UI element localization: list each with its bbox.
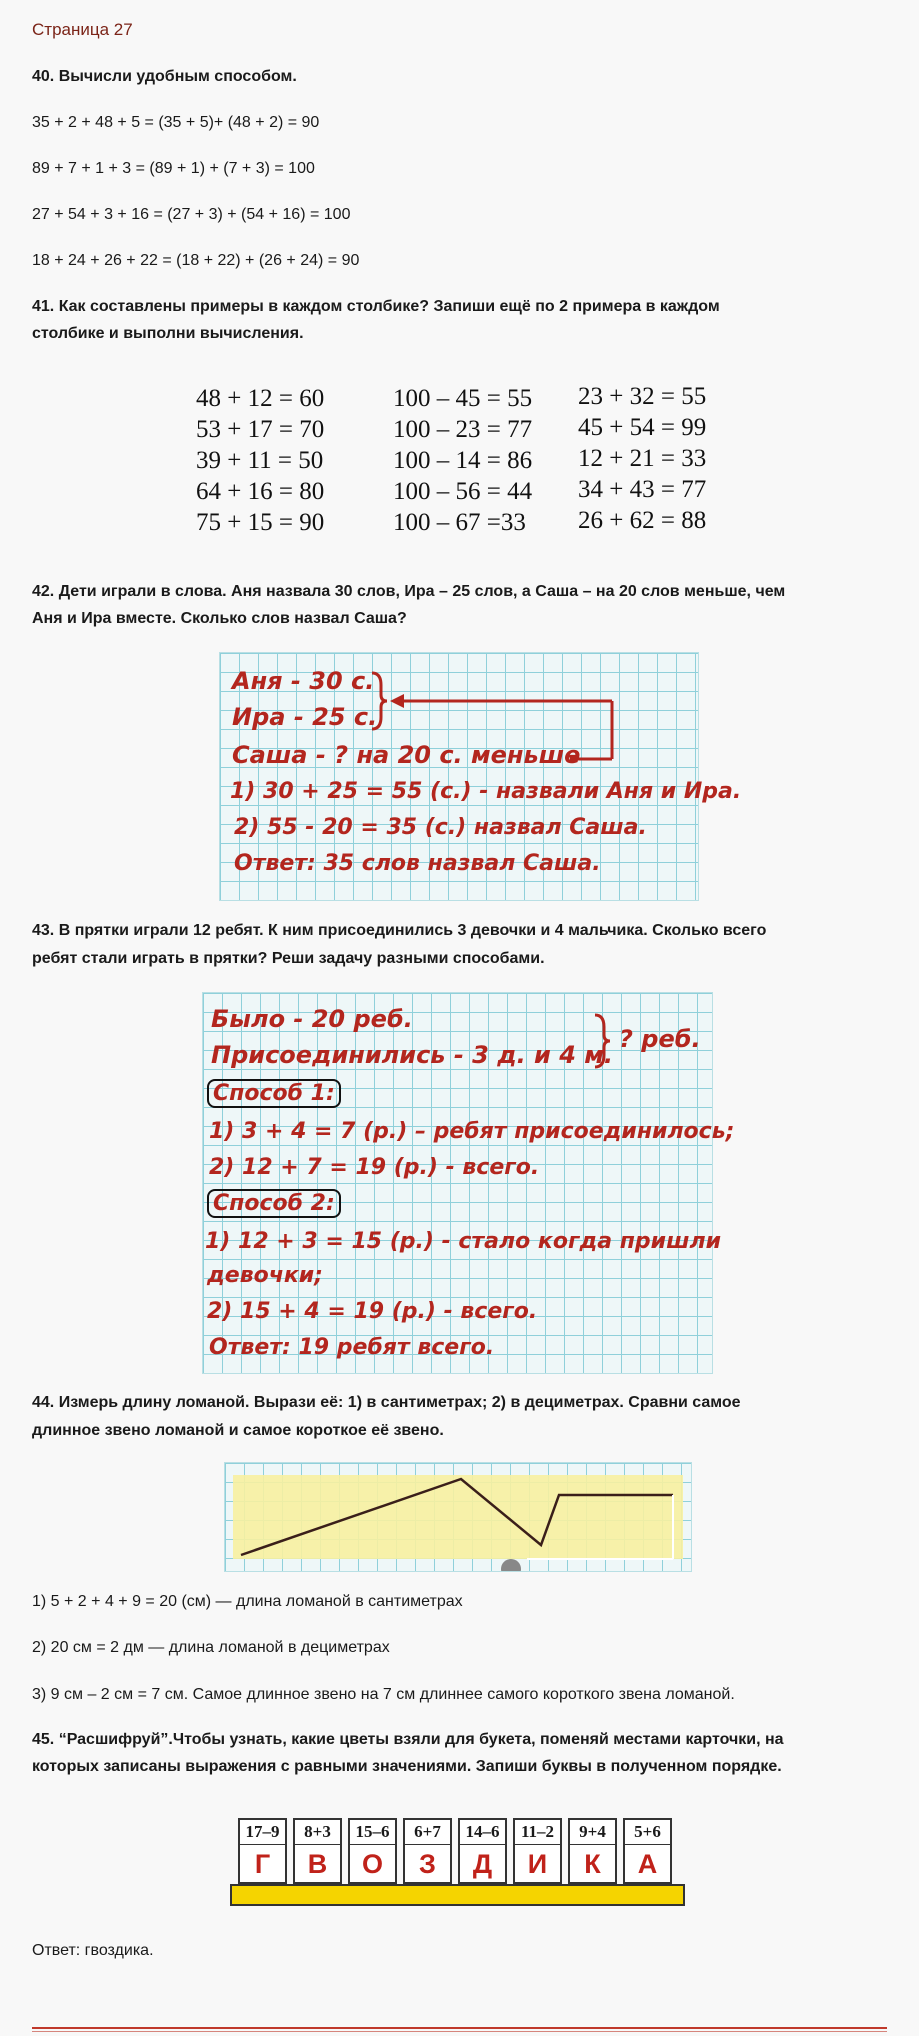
card-stand	[230, 1884, 685, 1906]
hw-answer: Ответ: 19 ребят всего.	[209, 1335, 495, 1360]
card-letter: Д	[472, 1849, 493, 1879]
equation: 75 + 15 = 90	[196, 509, 325, 536]
card-letter: К	[584, 1849, 601, 1879]
task-44-line-3: 3) 9 см – 2 см = 7 см. Самое длинное звено на 7 см длиннее самого короткого звена ломаной.	[32, 1686, 735, 1703]
equation: 39 + 11 = 50	[196, 447, 324, 474]
task-44-line-2: 2) 20 см = 2 дм — длина ломаной в дециметрах	[32, 1639, 390, 1656]
card-expression: 17–9	[240, 1820, 285, 1845]
hw-was: Было - 20 реб.	[211, 1005, 413, 1033]
card-expression: 5+6	[625, 1820, 670, 1845]
task-44-title-line-2: длинное звено ломаной и самое короткое её звено.	[32, 1422, 444, 1439]
hw-anya: Аня - 30 с.	[232, 667, 375, 695]
task-44-line-1: 1) 5 + 2 + 4 + 9 = 20 (см) — длина ломаной в сантиметрах	[32, 1593, 463, 1610]
card-letter: В	[307, 1849, 328, 1879]
hw-way-1-step-2: 2) 12 + 7 = 19 (р.) - всего.	[209, 1155, 540, 1180]
hw-joined: Присоединились - 3 д. и 4 м.	[211, 1041, 614, 1069]
hw-way-2-step-1: 1) 12 + 3 = 15 (р.) - стало когда пришли	[205, 1229, 721, 1254]
card-letter: А	[637, 1849, 658, 1879]
letter-card	[623, 1818, 672, 1884]
task-41-column-2	[393, 383, 532, 538]
letter-card	[568, 1818, 617, 1884]
equation: 23 + 32 = 55	[578, 383, 707, 410]
card-expression: 8+3	[295, 1820, 340, 1845]
hw-step-1: 1) 30 + 25 = 55 (с.) - назвали Аня и Ира.	[230, 779, 742, 804]
letter-card	[293, 1818, 342, 1884]
card-letter: О	[361, 1849, 383, 1879]
task-44-ruler-grid	[224, 1462, 692, 1572]
card-expression: 15–6	[350, 1820, 395, 1845]
hw-question: ? реб.	[619, 1025, 701, 1053]
task-41-column-1	[196, 383, 324, 538]
task-41-title-line-2: столбике и выполни вычисления.	[32, 325, 304, 342]
way-1-box: Способ 1:	[207, 1079, 341, 1108]
letter-card	[458, 1818, 507, 1884]
task-43-notebook-grid	[202, 992, 735, 1374]
letter-card	[348, 1818, 397, 1884]
equation: 34 + 43 = 77	[578, 476, 707, 503]
equation: 12 + 21 = 33	[578, 445, 707, 472]
hw-way-2	[207, 1191, 341, 1216]
hw-ira: Ира - 25 с.	[232, 703, 378, 731]
task-40-line-1: 35 + 2 + 48 + 5 = (35 + 5)+ (48 + 2) = 90	[32, 114, 320, 131]
equation: 26 + 62 = 88	[578, 507, 707, 534]
card-letter: И	[527, 1849, 548, 1879]
card-expression: 9+4	[570, 1820, 615, 1845]
task-40-line-4: 18 + 24 + 26 + 22 = (18 + 22) + (26 + 24) = 90	[32, 252, 360, 269]
task-41-column-3	[578, 381, 706, 536]
brace-icon	[591, 1013, 615, 1075]
task-45-answer: Ответ: гвоздика.	[32, 1942, 154, 1959]
hw-sasha: Саша - ? на 20 с. меньше	[232, 741, 581, 769]
footer-divider	[32, 2027, 887, 2029]
polyline-figure	[225, 1463, 691, 1571]
hw-way-2-step-2: 2) 15 + 4 = 19 (р.) - всего.	[207, 1299, 538, 1324]
hw-way-1	[207, 1081, 341, 1106]
task-45-title-line-2: которых записаны выражения с равными значениями. Запиши буквы в полученном порядке.	[32, 1758, 782, 1775]
equation: 48 + 12 = 60	[196, 385, 325, 412]
footer-divider-thin	[32, 2031, 887, 2032]
page-label: Страница 27	[32, 20, 133, 39]
task-44-title-line-1: 44. Измерь длину ломаной. Вырази её: 1) в сантиметрах; 2) в дециметрах. Сравни самое	[32, 1394, 741, 1411]
task-42-notebook-grid	[219, 652, 742, 901]
task-42-title-line-1: 42. Дети играли в слова. Аня назвала 30 слов, Ира – 25 слов, а Саша – на 20 слов меньше, чем	[32, 583, 786, 600]
task-45-title-line-1: 45. “Расшифруй”.Чтобы узнать, какие цветы взяли для букета, поменяй местами карточки, на	[32, 1731, 784, 1748]
task-42-title-line-2: Аня и Ира вместе. Сколько слов назвал Саша?	[32, 610, 407, 627]
hw-answer: Ответ: 35 слов назвал Саша.	[234, 851, 601, 876]
card-letter: Г	[254, 1849, 271, 1879]
hw-step-2: 2) 55 - 20 = 35 (с.) назвал Саша.	[234, 815, 647, 840]
card-expression: 6+7	[405, 1820, 450, 1845]
equation: 45 + 54 = 99	[578, 414, 707, 441]
task-43-title-line-2: ребят стали играть в прятки? Реши задачу разными способами.	[32, 950, 545, 967]
equation: 100 – 45 = 55	[393, 385, 533, 412]
card-expression: 14–6	[460, 1820, 505, 1845]
letter-card	[513, 1818, 562, 1884]
equation: 100 – 56 = 44	[393, 478, 533, 505]
equation: 100 – 14 = 86	[393, 447, 533, 474]
task-41-title-line-1: 41. Как составлены примеры в каждом столбике? Запиши ещё по 2 примера в каждом	[32, 298, 720, 315]
letter-card	[403, 1818, 452, 1884]
equation: 64 + 16 = 80	[196, 478, 325, 505]
hw-way-1-step-1: 1) 3 + 4 = 7 (р.) – ребят присоединилось;	[209, 1119, 735, 1144]
equation: 53 + 17 = 70	[196, 416, 325, 443]
equation: 100 – 23 = 77	[393, 416, 533, 443]
card-expression: 11–2	[515, 1820, 560, 1845]
task-40-line-3: 27 + 54 + 3 + 16 = (27 + 3) + (54 + 16) = 100	[32, 206, 351, 223]
task-43-title-line-1: 43. В прятки играли 12 ребят. К ним присоединились 3 девочки и 4 мальчика. Сколько всего	[32, 922, 767, 939]
letter-card	[238, 1818, 287, 1884]
hw-way-2-step-1-cont: девочки;	[207, 1263, 323, 1288]
task-40-title: 40. Вычисли удобным способом.	[32, 68, 297, 85]
card-letter: З	[419, 1849, 436, 1879]
task-40-line-2: 89 + 7 + 1 + 3 = (89 + 1) + (7 + 3) = 100	[32, 160, 315, 177]
equation: 100 – 67 =33	[393, 509, 526, 536]
way-2-box: Способ 2:	[207, 1189, 341, 1218]
